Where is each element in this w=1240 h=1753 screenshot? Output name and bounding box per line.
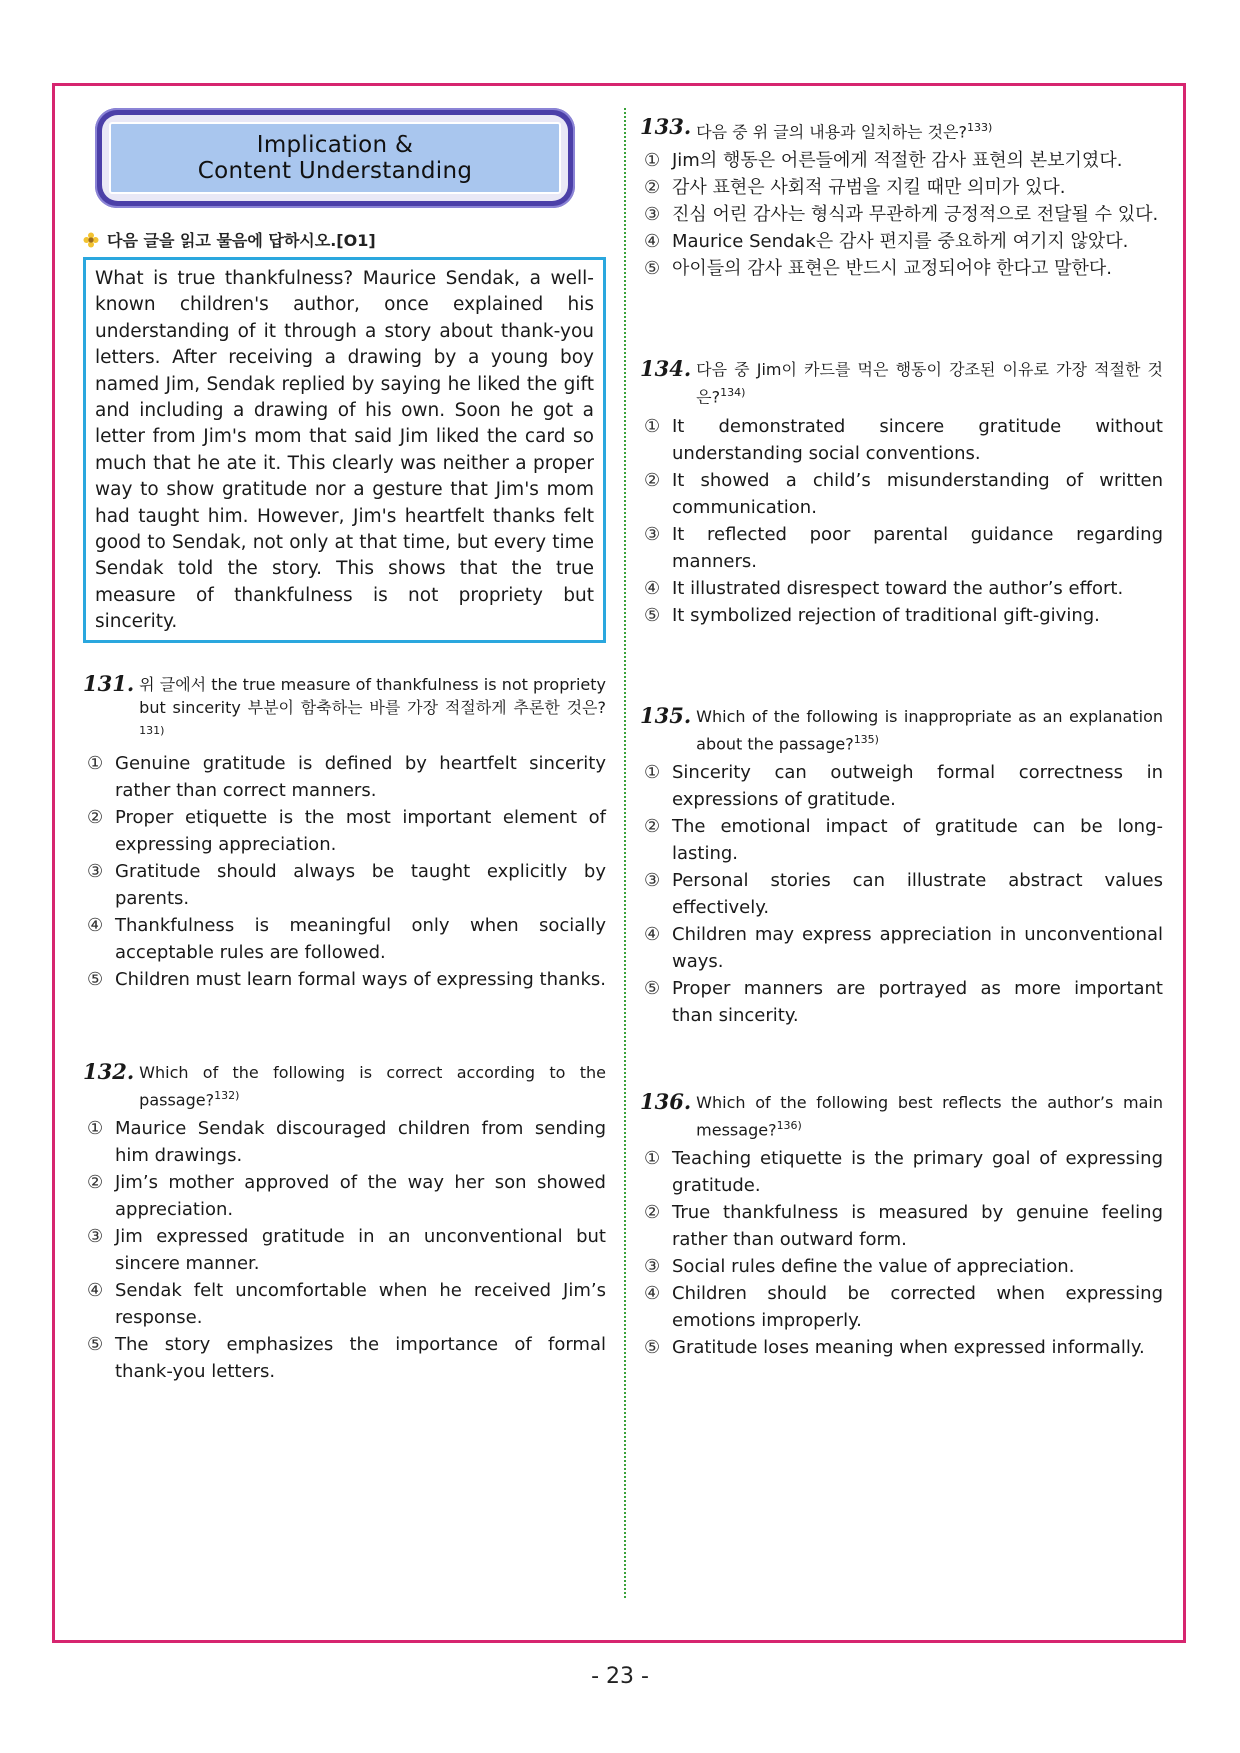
option[interactable]: ② True thankfulness is measured by genuine feeling rather than outward form. [644, 1202, 1163, 1251]
option[interactable]: ③ Personal stories can illustrate abstract values effectively. [644, 869, 1163, 918]
question-135 [640, 702, 1163, 1029]
option[interactable]: ③ Social rules define the value of appreciation. [644, 1256, 1075, 1278]
option[interactable]: ⑤ 아이들의 감사 표현은 반드시 교정되어야 한다고 말한다. [644, 258, 1112, 280]
section-banner [95, 108, 575, 208]
option[interactable]: ① Teaching etiquette is the primary goal of expressing gratitude. [644, 1148, 1163, 1197]
question-stem: 다음 중 위 글의 내용과 일치하는 것은?$^{133)}$ [696, 121, 993, 142]
banner-title-line1: Implication & [256, 132, 414, 158]
question-number: 133. [640, 114, 692, 139]
instruction [83, 228, 606, 251]
option[interactable]: ④ It illustrated disrespect toward the author’s effort. [644, 577, 1124, 599]
column-divider [624, 108, 626, 1598]
passage-text: What is true thankfulness? Maurice Sendak, a well-known children's author, once explained his understanding of it through a story about thank-you letters. After receiving a drawing by a young boy named Jim, Sendak replied by saying he liked the gift and including a drawing of his own. Soon he got a letter from Jim's mom that said Jim liked the card so much that he ate it. This clearly was neither a proper way to show gratitude nor a gesture that Jim's mom had taught him. However, Jim's heartfelt thanks felt good to Sendak, not only at that time, but every time Sendak told the story. This shows that the true measure of thankfulness is not propriety but sincerity. [95, 268, 594, 633]
question-stem: Which of the following is inappropriate as an explanation about the passage?$^{135)}$ [696, 706, 1163, 753]
question-132 [83, 1061, 606, 1385]
option[interactable]: ④ Children should be corrected when expressing emotions improperly. [644, 1283, 1163, 1332]
option[interactable]: ② It showed a child’s misunderstanding of written communication. [644, 469, 1163, 518]
question-136 [640, 1088, 1163, 1361]
left-column [83, 108, 606, 1385]
question-number: 135. [640, 702, 692, 728]
question-stem: Which of the following best reflects the author’s main message?$^{136)}$ [696, 1092, 1163, 1140]
option[interactable]: ① Maurice Sendak discouraged children from sending him drawings. [87, 1118, 606, 1167]
option[interactable]: ⑤ Proper manners are portrayed as more important than sincerity. [644, 977, 1163, 1026]
question-131 [83, 670, 606, 993]
option[interactable]: ③ It reflected poor parental guidance regarding manners. [644, 523, 1163, 572]
option[interactable]: ② 감사 표현은 사회적 규범을 지킬 때만 의미가 있다. [644, 177, 1066, 199]
option[interactable]: ④ Children may express appreciation in unconventional ways. [644, 923, 1163, 972]
right-column [640, 116, 1163, 1361]
option[interactable]: ① Jim의 행동은 어른들에게 적절한 감사 표현의 본보기였다. [644, 150, 1123, 172]
option[interactable]: ③ 진심 어린 감사는 형식과 무관하게 긍정적으로 전달될 수 있다. [644, 204, 1159, 226]
banner-title-line2: Content Understanding [197, 158, 473, 184]
option[interactable]: ⑤ It symbolized rejection of traditional gift-giving. [644, 604, 1100, 626]
option[interactable]: ① It demonstrated sincere gratitude without understanding social conventions. [644, 415, 1163, 464]
option[interactable]: ⑤ Gratitude loses meaning when expressed informally. [644, 1337, 1145, 1359]
option[interactable]: ① Genuine gratitude is defined by heartfelt sincerity rather than correct manners. [87, 753, 606, 802]
instruction-text: 다음 글을 읽고 물음에 답하시오.[O1] [107, 231, 376, 250]
page-number: - 23 - [591, 1664, 649, 1689]
option[interactable]: ④ Thankfulness is meaningful only when socially acceptable rules are followed. [87, 915, 606, 964]
question-number: 131. [83, 670, 135, 696]
question-stem: 위 글에서 the true measure of thankfulness is not propriety but sincerity 부분이 함축하는 바를 가장 적절하게 추론한 것은?$^{131)}$ [139, 674, 606, 737]
option[interactable]: ④ Sendak felt uncomfortable when he received Jim’s response. [87, 1280, 606, 1329]
option[interactable]: ⑤ Children must learn formal ways of expressing thanks. [87, 969, 606, 991]
option[interactable]: ③ Jim expressed gratitude in an unconventional but sincere manner. [87, 1226, 606, 1275]
option[interactable]: ② The emotional impact of gratitude can be long-lasting. [644, 815, 1163, 864]
option[interactable]: ④ Maurice Sendak은 감사 편지를 중요하게 여기지 않았다. [644, 231, 1129, 253]
question-number: 136. [640, 1088, 692, 1114]
question-134 [640, 358, 1163, 628]
reading-passage [83, 257, 606, 643]
option[interactable]: ② Jim’s mother approved of the way her son showed appreciation. [87, 1172, 606, 1221]
question-133 [640, 116, 1163, 282]
flower-icon [83, 232, 99, 248]
question-number: 132. [83, 1059, 135, 1085]
option[interactable]: ① Sincerity can outweigh formal correctness in expressions of gratitude. [644, 761, 1163, 810]
question-stem: Which of the following is correct according to the passage?$^{132)}$ [139, 1063, 606, 1110]
option[interactable]: ② Proper etiquette is the most important element of expressing appreciation. [87, 807, 606, 856]
option[interactable]: ③ Gratitude should always be taught explicitly by parents. [87, 861, 606, 910]
question-stem: 다음 중 Jim이 카드를 먹은 행동이 강조된 이유로 가장 적절한 것은?$^{134)}$ [696, 360, 1163, 407]
question-number: 134. [640, 356, 692, 382]
option[interactable]: ⑤ The story emphasizes the importance of formal thank-you letters. [87, 1334, 606, 1383]
